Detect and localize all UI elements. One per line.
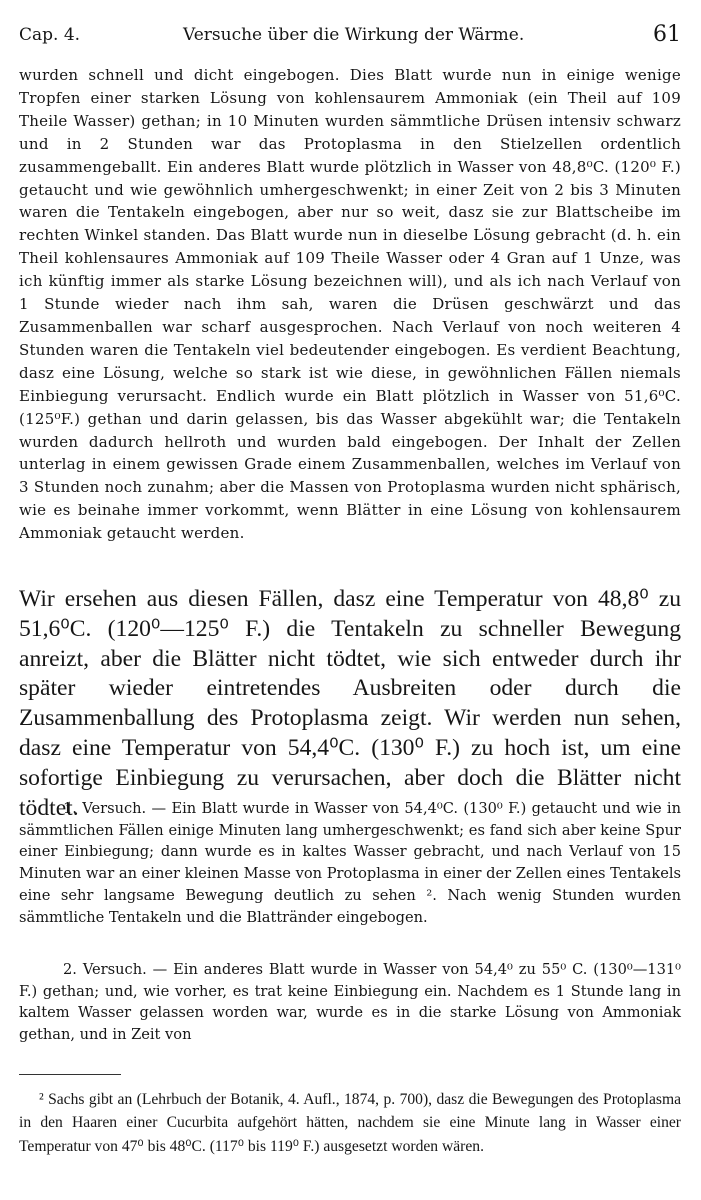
footnote: ² Sachs gibt an (Lehrbuch der Botanik, 4. Aufl., 1874, p. 700), dasz die Bewegungen des Protoplasma in den Haaren einer Cucurbita aufgehört hätten, nachdem sie eine Minute lang in Wasser einer Temperatur von 47⁰ bis 48⁰C. (117⁰ bis 119⁰ F.) ausgesetzt worden wären. — [19, 1091, 681, 1155]
paragraph-continued: wurden schnell und dicht eingebogen. Dies Blatt wurde nun in einige wenige Tropfen einer starken Lösung von kohlensaurem Ammoniak (ein Theil auf 109 Theile Wasser) gethan; in 10 Minuten wurden sämmtliche Drüsen intensiv schwarz und in 2 Stunden war das Protoplasma in den Stielzellen ordentlich zusammengeballt. Ein anderes Blatt wurde plötzlich in Wasser von 48,8⁰C. (120⁰ F.) getaucht und wie gewöhnlich umhergeschwenkt; in einer Zeit von 2 bis 3 Minuten waren die Tentakeln eingebogen, aber nur so weit, dasz sie zur Blattscheibe im rechten Winkel standen. Das Blatt wurde nun in dieselbe Lösung gebracht (d. h. ein Theil kohlensaures Ammoniak auf 109 Theile Wasser oder 4 Gran auf 1 Unze, was ich künftig immer als starke Lösung bezeichnen will), und als ich nach Verlauf von 1 Stunde wieder nach ihm sah, waren die Drüsen geschwärzt und das Zusammenballen war scharf ausgesprochen. Nach Verlauf von noch weiteren 4 Stunden waren die Tentakeln viel bedeutender eingebogen. Es verdient Beachtung, dasz eine Lösung, welche so stark ist wie diese, in gewöhnlichen Fällen niemals Einbiegung verursacht. Endlich wurde ein Blatt plötzlich in Wasser von 51,6⁰C. (125⁰F.) gethan und darin gelassen, bis das Wasser abgekühlt war; die Tentakeln wurden dadurch hellroth und wurden bald eingebogen. Der Inhalt der Zellen unterlag in einem gewissen Grade einem Zusammenballen, welches im Verlauf von 3 Stunden noch zunahm; aber die Massen von Protoplasma wurden nicht sphärisch, wie es beinahe immer vorkommt, wenn Blätter in eine Lösung von kohlensaurem Ammoniak getaucht werden. — [19, 66, 681, 543]
paragraph-experiment-2: 2. Versuch. — Ein anderes Blatt wurde in Wasser von 54,4⁰ zu 55⁰ C. (130⁰—131⁰ F.) gethan; und, wie vorher, es trat keine Einbiegung ein. Nachdem es 1 Stunde lang in kaltem Wasser gelassen worden war, wurde es in die starke Lösung von Ammoniak gethan, und in Zeit von — [19, 961, 681, 1044]
page-number: 61 — [653, 22, 681, 47]
chapter-label: Cap. 4. — [19, 25, 81, 45]
footnote-divider — [19, 1074, 121, 1075]
running-header — [19, 20, 681, 50]
running-title: Versuche über die Wirkung der Wärme. — [183, 25, 525, 45]
book-page — [19, 0, 681, 1200]
paragraph-conclusion: Wir ersehen aus diesen Fällen, dasz eine Temperatur von 48,8⁰ zu 51,6⁰C. (120⁰—125⁰ F.) die Tentakeln zu schneller Bewegung anreizt, aber die Blätter nicht tödtet, wie sich entweder durch ihr später wieder eintretendes Ausbreiten oder durch die Zusammenballung des Protoplasma zeigt. Wir werden nun sehen, dasz eine Temperatur von 54,4⁰C. (130⁰ F.) zu hoch ist, um eine sofortige Einbiegung zu verursachen, aber doch die Blätter nicht tödtet. — [19, 586, 681, 821]
paragraph-experiment-1: 1. Versuch. — Ein Blatt wurde in Wasser von 54,4⁰C. (130⁰ F.) getaucht und wie in sämmtlichen Fällen einige Minuten lang umhergeschwenkt; es fand sich aber keine Spur einer Einbiegung; dann wurde es in kaltes Wasser gebracht, und nach Verlauf von 15 Minuten war an einer kleinen Masse von Protoplasma in einer der Zellen eines Tentakels eine sehr langsame Bewegung deutlich zu sehen ². Nach wenig Stunden wurden sämmtliche Tentakeln und die Blattränder eingebogen. — [19, 800, 681, 926]
